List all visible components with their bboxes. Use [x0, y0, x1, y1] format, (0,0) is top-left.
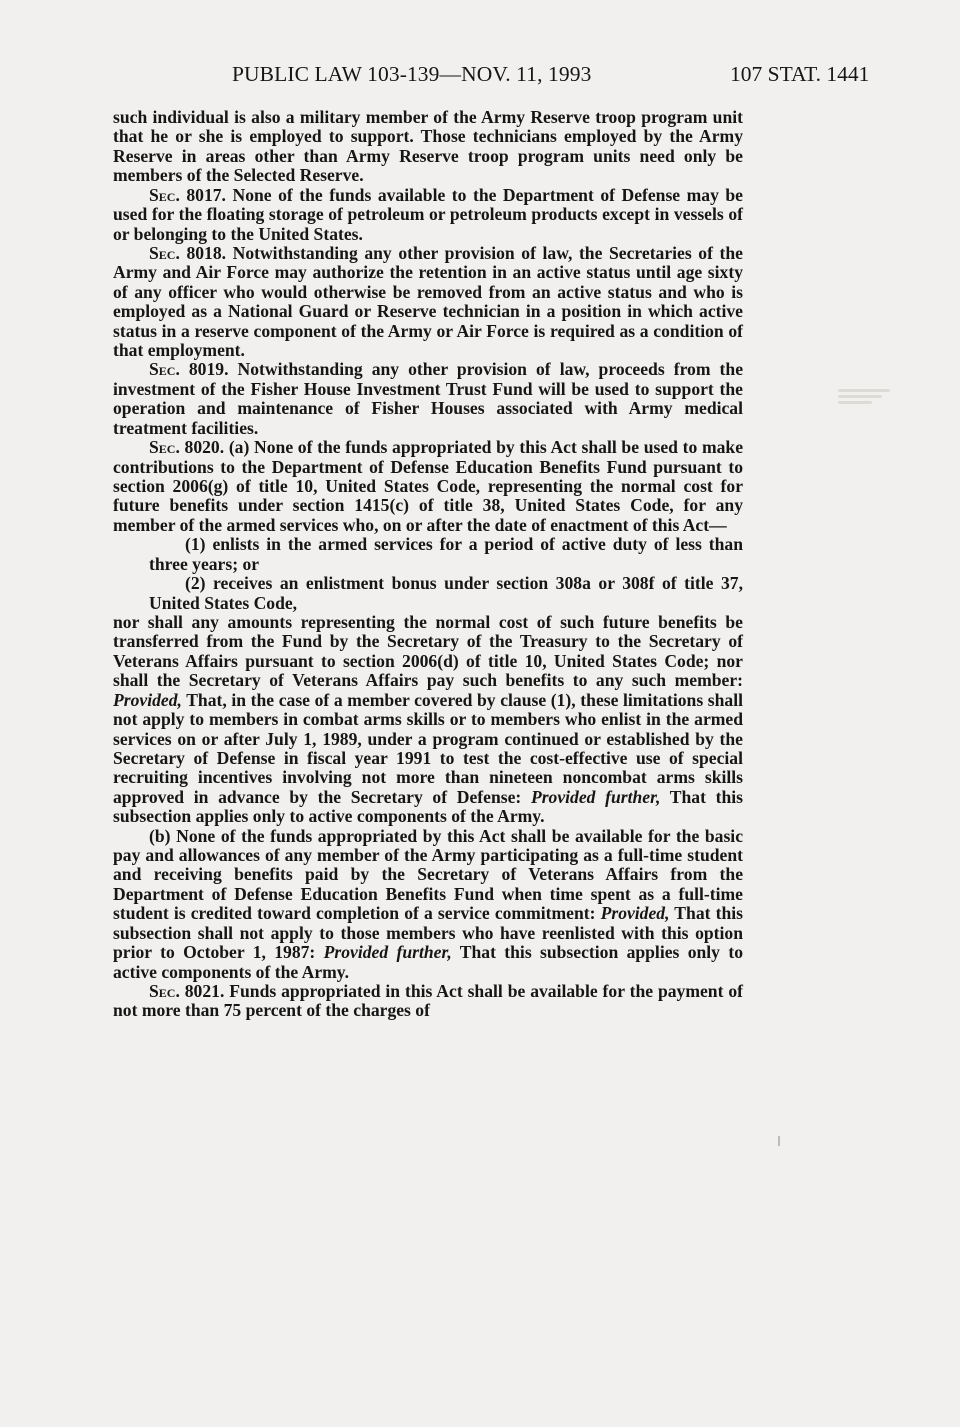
provided-further-proviso: Provided further,: [323, 942, 452, 963]
text-run: That, in the case of a member covered by clause (1), these limitations shall not apply to members in combat arms skills or to members who enlist in the armed services on or after July 1, 1989, under a program continued or established by the Secretary of Defense in fiscal year 1991 to test the cost-effective use of special recruiting incentives involving not more than nineteen noncombat arms skills approved in advance by the Secretary of Defense:: [113, 689, 743, 807]
provided-further-proviso: Provided further,: [530, 786, 661, 807]
section-label: Sec. 8018.: [149, 242, 227, 263]
text-run: That this subsection applies only to active components of the Army.: [113, 786, 744, 827]
text-run: nor shall any amounts representing the normal cost of such future benefits be transferred from the Fund by the Secretary of the Treasury to the Secretary of Veterans Affairs pursuant to section 2006(d) of title 10, United States Code; nor shall the Secretary of Veterans Affairs pay such benefits to any such member:: [113, 611, 743, 691]
section-text: Notwithstanding any other provision of law, proceeds from the investment of the Fisher House Investment Trust Fund will be used to support the operation and maintenance of Fisher Houses associated with Army medical treatment facilities.: [113, 359, 744, 438]
clause-1: (1) enlists in the armed services for a period of active duty of less than three years; or: [149, 534, 743, 574]
text-run: That this subsection shall not apply to those members who have reenlisted with this option prior to October 1, 1987:: [113, 903, 743, 963]
section-label: Sec. 8020.: [149, 437, 225, 458]
paragraph-continuation: such individual is also a military member of the Army Reserve troop program unit that he or she is employed to support. Those technicians employed by the Army Reserve in areas other than Army Reserve troop program units need only be members of the Selected Reserve.: [113, 107, 743, 186]
section-text: (a) None of the funds appropriated by this Act shall be used to make contributions to the Department of Defense Education Benefits Fund pursuant to section 2006(g) of title 10, United States Code, representing the normal cost for future benefits under section 1415(c) of title 38, United States Code, for any member of the armed services who, on or after the date of enactment of this Act—: [113, 437, 743, 535]
provided-proviso: Provided,: [113, 689, 182, 710]
subsection-a-continuation: [113, 613, 743, 827]
faint-margin-note: [838, 386, 898, 416]
subsection-b: [113, 827, 743, 982]
section-8020: [113, 438, 743, 535]
running-title: PUBLIC LAW 103-139—NOV. 11, 1993: [232, 62, 592, 86]
section-8017: [113, 186, 743, 244]
scan-speck: [778, 1136, 780, 1146]
section-label: Sec. 8017.: [149, 184, 226, 205]
section-text: Funds appropriated in this Act shall be available for the payment of not more than 75 percent of the charges of: [113, 980, 744, 1021]
section-label: Sec. 8019.: [149, 359, 229, 380]
clause-2: (2) receives an enlistment bonus under section 308a or 308f of title 37, United States Code,: [149, 573, 743, 613]
section-label: Sec. 8021.: [149, 980, 225, 1001]
section-text: None of the funds available to the Department of Defense may be used for the floating storage of petroleum or petroleum products except in vessels of or belonging to the United States.: [113, 184, 743, 244]
text-run: That this subsection applies only to active components of the Army.: [113, 942, 743, 982]
provided-proviso: Provided,: [600, 903, 670, 924]
law-text-body: [113, 108, 743, 1021]
section-8018: [113, 244, 743, 361]
section-8019: [113, 360, 743, 438]
page-header: [0, 62, 960, 92]
section-text: Notwithstanding any other provision of law, the Secretaries of the Army and Air Force may authorize the retention in an active status until age sixty of any officer who would otherwise be removed from an active status and who is employed as a National Guard or Reserve technician in a position in which active status in a reserve component of the Army or Air Force is required as a condition of that employment.: [113, 242, 743, 361]
text-run: (b) None of the funds appropriated by this Act shall be available for the basic pay and allowances of any member of the Army participating as a full-time student and receiving benefits paid by the Secretary of Veterans Affairs from the Department of Defense Education Benefits Fund when time spent as a full-time student is credited toward completion of a service commitment:: [113, 825, 743, 924]
stat-reference: 107 STAT. 1441: [730, 62, 870, 86]
section-8021: [113, 982, 743, 1021]
